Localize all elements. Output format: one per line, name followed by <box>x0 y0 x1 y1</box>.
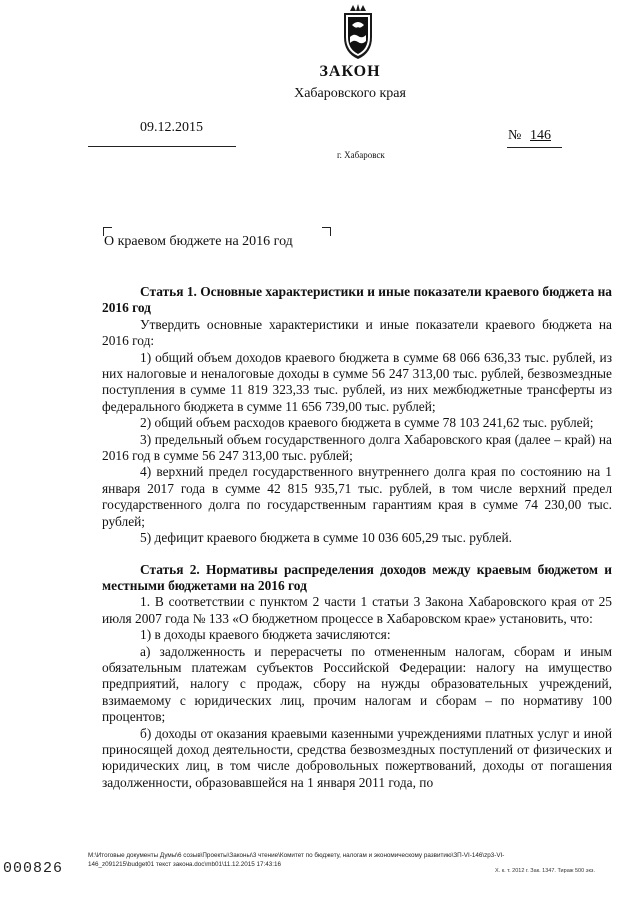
registration-stamp: 000826 <box>3 860 64 877</box>
file-path-footer <box>88 851 628 869</box>
law-number: 146 <box>530 128 551 143</box>
law-body <box>102 284 612 791</box>
issuer-name: Хабаровского края <box>294 86 406 101</box>
article-1-item: 4) верхний предел государственного внутреннего долга края по состоянию на 1 января 2017 года в сумме 42 815 935,71 тыс. рублей, в том числе верхний предел государственного долга по государственным гарантиям края в сумме 74 230,00 тыс. рублей; <box>102 464 612 529</box>
khabarovsk-krai-coat-of-arms-icon <box>330 3 386 61</box>
date-underline <box>88 146 236 147</box>
article-2-paragraph: б) доходы от оказания краевыми казенными учреждениями платных услуг и иной приносящей доход деятельности, средства безвозмездных поступлений от физических и юридических лиц, в том числе добровольных пожертвований, доходы от погашения задолженности, образовавшейся на 1 января 2011 года, по <box>102 725 612 790</box>
law-subject: О краевом бюджете на 2016 год <box>104 234 293 249</box>
article-1-item: 2) общий объем расходов краевого бюджета в сумме 78 103 241,62 тыс. рублей; <box>140 415 594 431</box>
subject-bracket-right <box>322 227 331 236</box>
file-path-line-1: M:\Итоговые документы Думы\6 созыв\Проекты\Законы\3 чтение\Комитет по бюджету, налогам и экономическому развитию\ЗП-VI-146\zp3-VI- <box>88 852 505 859</box>
article-2-paragraph: 1. В соответствии с пунктом 2 части 1 статьи 3 Закона Хабаровского края от 25 июля 2007 года № 133 «О бюджетном процессе в Хабаровском крае» установить, что: <box>102 594 612 626</box>
article-2-paragraph: а) задолженность и перерасчеты по отмененным налогам, сборам и иным обязательным платежам субъектов Российской Федерации: налогу на имущество предприятий, налогу с продаж, сбору на нужды образовательных учреждений, взимаемому с юридических лиц, прочим налогам и сборам – по нормативу 100 процентов; <box>102 643 612 725</box>
article-1-item: 3) предельный объем государственного долга Хабаровского края (далее – край) на 2016 год в сумме 56 247 313,00 тыс. рублей; <box>102 431 612 464</box>
article-1-title: Статья 1. Основные характеристики и иные показатели краевого бюджета на 2016 год <box>102 284 612 316</box>
number-sign: № <box>508 128 522 143</box>
file-path-line-2: 146_z091215\budget01 текст закона.doc\mb01\11.12.2015 17:43:16 <box>88 861 282 868</box>
article-1-intro: Утвердить основные характеристики и иные показатели краевого бюджета на 2016 год: <box>102 316 612 349</box>
number-underline <box>507 147 562 148</box>
article-1-item: 5) дефицит краевого бюджета в сумме 10 036 605,29 тыс. рублей. <box>140 530 512 546</box>
document-type: ЗАКОН <box>319 63 381 80</box>
print-info: Х. к. т. 2012 г. Зак. 1347. Тираж 500 экз. <box>495 868 595 874</box>
city: г. Хабаровск <box>337 150 385 160</box>
law-date: 09.12.2015 <box>140 120 203 135</box>
article-1-item: 1) общий объем доходов краевого бюджета в сумме 68 066 636,33 тыс. рублей, из них налоговые и неналоговые доходы в сумме 56 247 313,00 тыс. рублей, безвозмездные поступления в сумме 11 819 323,33 тыс. рублей, из них межбюджетные трансферты из федерального бюджета в сумме 11 656 739,00 тыс. рублей; <box>102 349 612 414</box>
article-2-title: Статья 2. Нормативы распределения доходов между краевым бюджетом и местными бюджетами на 2016 год <box>102 561 612 593</box>
article-2-paragraph: 1) в доходы краевого бюджета зачисляются: <box>140 627 391 643</box>
